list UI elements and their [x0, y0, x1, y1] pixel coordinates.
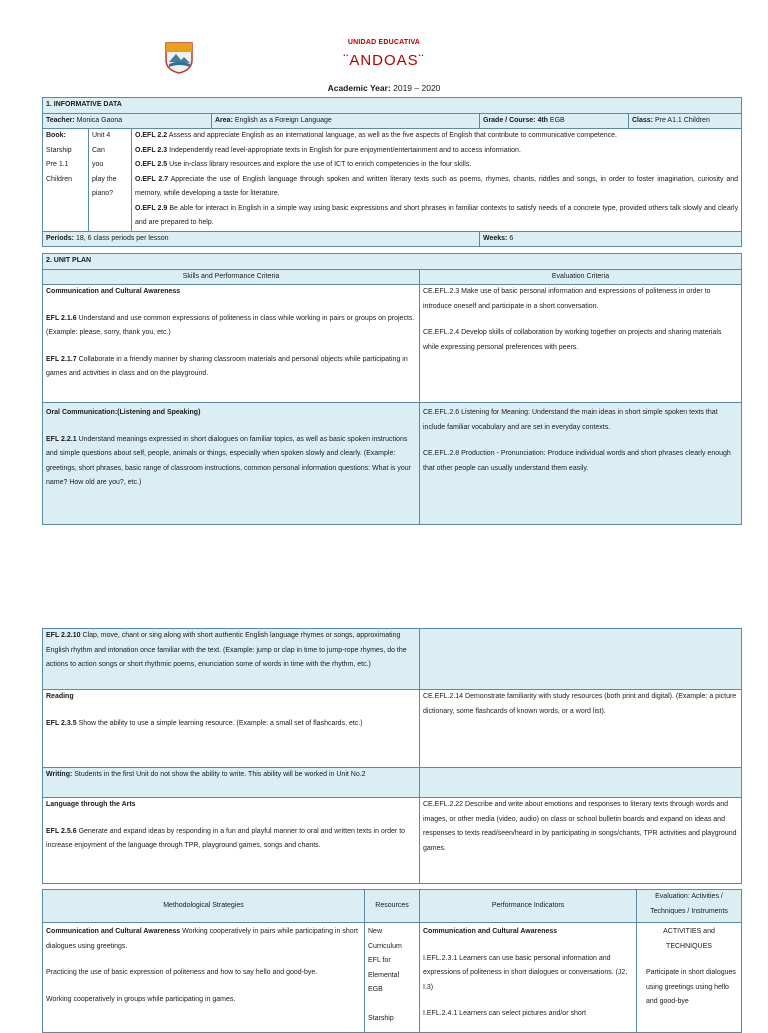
objective: O.EFL 2.2 Assess and appreciate English as an international language, as well as the five aspects of English that contribute to communicative competence.: [135, 132, 617, 139]
section-2-title: 2. UNIT PLAN: [43, 254, 742, 270]
area-cell: Area: English as a Foreign Language: [212, 113, 480, 129]
eval-block-reading: CE.EFL.2.14 Demonstrate familiarity with study resources (both print and digital). (Example: a picture dictionary, some flashcards of known words, or a word list).: [420, 690, 742, 768]
eval-block-arts: CE.EFL.2.22 Describe and write about emotions and responses to literary texts through words and images, or other media (video, audio) on class or school bulletin boards and expand on ideas and responses to texts read/seen/heard in by participating in songs/chants, TPR activities and playground games.: [420, 798, 742, 884]
objective: O.EFL 2.9 Be able for interact in English in a simple way using basic expressions and short phrases in familiar contexts to satisfy needs of a concrete type, provided others talk slowly and clearly and are prepared to help.: [135, 204, 739, 226]
col-resources-header: Resources: [365, 890, 420, 923]
writing-cell: Writing: Students in the first Unit do not show the ability to write. This ability will be worked in Unit No.2: [43, 768, 420, 798]
objective: O.EFL 2.3 Independently read level-appropriate texts in English for pure enjoyment/entertainment and to access information.: [135, 146, 521, 154]
indicators-cell: Communication and Cultural Awareness I.EFL.2.3.1 Learners can use basic personal information and expressions of politeness in short dialogues or conversations. (J2, I.3) I.EFL.2.4.1 Learners can select pictures and/or short: [420, 923, 637, 1033]
class-cell: Class: Pre A1.1 Children: [629, 113, 742, 129]
skills-block-communication: Communication and Cultural Awareness EFL 2.1.6 Understand and use common expressions of politeness in class while working in pairs or groups on projects. (Example: please, sorry, thank you, etc.) EFL 2.1.7 Collaborate in a friendly manner by sharing classroom materials and personal objects while participating in games and activities in class and on the playground.: [43, 285, 420, 403]
unit-cell: Unit 4 Can you play the piano?: [89, 129, 132, 232]
evaluation-cell: ACTIVITIES and TECHNIQUES Participate in short dialogues using greetings using hello and good-bye: [637, 923, 742, 1033]
weeks-cell: Weeks: 6: [480, 231, 742, 247]
objective: O.EFL 2.5 Use in-class library resources and explore the use of ICT to enrich competencies in the four skills.: [135, 161, 472, 168]
skills-block-arts: Language through the Arts EFL 2.5.6 Generate and expand ideas by responding in a fun and playful manner to oral and written texts in order to increase enjoyment of the language through TPR, playground games, songs and chants.: [43, 798, 420, 884]
skills-block-oral: Oral Communication:(Listening and Speaking) EFL 2.2.1 Understand meanings expressed in short dialogues on familiar topics, as well as basic spoken instructions and simple questions about self, people, animals or things, especially when spoken slowly and clearly. (Example: greetings, short phrases, basic range of classroom instructions, common personal information questions: What is your name? How old are you?, etc.): [43, 403, 420, 525]
skill-item-efl-2-2-10: EFL 2.2.10 Clap, move, chant or sing along with short authentic English language rhymes or songs, approximating English rhythm and intonation once familiar with the text. (Example: jump or clap in time to jump-rope rhymes, do the actions to action songs or short rhythmic poems, enunciation some of words in time with the rhythm, etc.): [43, 629, 420, 690]
eval-block-oral: CE.EFL.2.6 Listening for Meaning: Understand the main ideas in short simple spoken texts that include familiar vocabulary and are set in everyday contexts. CE.EFL.2.8 Production - Pronunciation: Produce individual words and short phrases clearly enough that other people can usually understand them easily.: [420, 403, 742, 525]
col-eval-header: Evaluation Criteria: [420, 269, 742, 285]
informative-data-table: [42, 97, 742, 247]
col-method-header: Methodological Strategies: [43, 890, 365, 923]
academic-year: Academic Year: 2019 – 2020: [327, 83, 441, 93]
unit-plan-table: [42, 253, 742, 525]
school-name: ¨ANDOAS¨: [343, 52, 425, 69]
section-1-title: 1. INFORMATIVE DATA: [43, 98, 742, 114]
page-2: [0, 628, 768, 1024]
col-evaluation-header: Evaluation: Activities / Techniques / Instruments: [637, 890, 742, 923]
col-skills-header: Skills and Performance Criteria: [43, 269, 420, 285]
methodology-table: [42, 889, 742, 1033]
teacher-cell: Teacher: Monica Gaona: [43, 113, 212, 129]
skills-table-continued: [42, 628, 742, 884]
skill-item: EFL 2.1.6 Understand and use common expressions of politeness in class while working in pairs or groups on projects. (Example: please, sorry, thank you, etc.): [46, 314, 415, 336]
book-cell: Book: Starship Pre 1.1 Children: [43, 129, 89, 232]
school-label: UNIDAD EDUCATIVA: [347, 39, 421, 46]
skill-item: EFL 2.2.1 Understand meanings expressed in short dialogues on familiar topics, as well as basic spoken instructions and simple questions about self, people, animals or things, especially when spoken slowly and clearly. (Example: greetings, short phrases, basic range of classroom instructions, common personal information questions: What is your name? How old are you?, etc.): [46, 435, 411, 486]
periods-cell: Periods: 18, 6 class periods per lesson: [43, 231, 480, 247]
skills-block-reading: Reading EFL 2.3.5 Show the ability to use a simple learning resource. (Example: a small set of flashcards, etc.): [43, 690, 420, 768]
resources-cell: New Curriculum EFL for Elemental EGB Starship: [365, 923, 420, 1033]
grade-cell: Grade / Course: 4th EGB: [480, 113, 629, 129]
eval-block-communication: CE.EFL.2.3 Make use of basic personal information and expressions of politeness in order to introduce oneself and participate in a short conversation. CE.EFL.2.4 Develop skills of collaboration by working together on projects and sharing materials while expressing personal preferences with peers.: [420, 285, 742, 403]
method-cell: Communication and Cultural Awareness Working cooperatively in pairs while participating in short dialogues using greetings. Practicing the use of basic expression of politeness and how to say hello and good-bye. Working cooperatively in groups while participating in games.: [43, 923, 365, 1033]
objective: O.EFL 2.7 Appreciate the use of English language through spoken and written literary texts such as poems, rhymes, chants, riddles and songs, in order to foster imagination, curiosity and memory, while developing a taste for literature.: [135, 175, 739, 197]
col-indicators-header: Performance Indicators: [420, 890, 637, 923]
objectives-cell: [132, 129, 742, 232]
skill-item: EFL 2.1.7 Collaborate in a friendly manner by sharing classroom materials and personal objects while participating in games and activities in class and on the playground.: [46, 355, 408, 377]
